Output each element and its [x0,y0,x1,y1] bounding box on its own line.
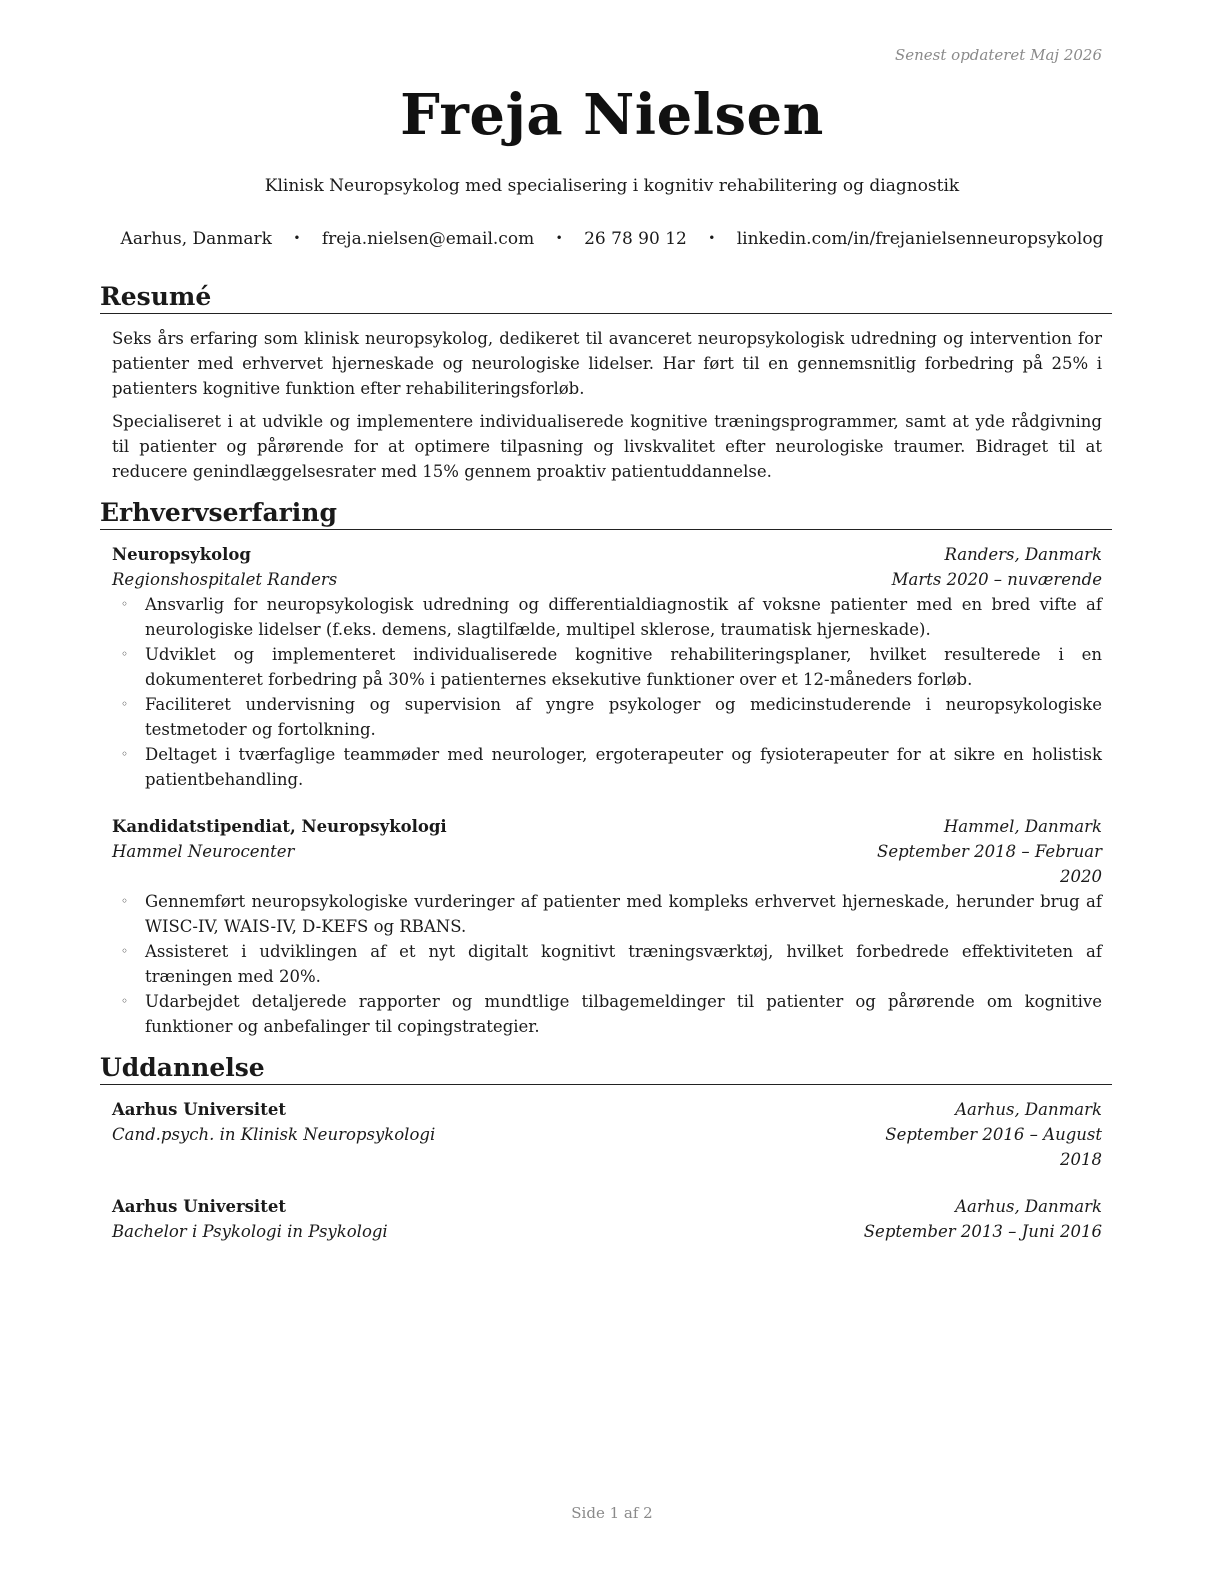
last-updated-note: Senest opdateret Maj 2026 [894,46,1102,64]
section-heading-summary: Resumé [100,282,1112,314]
job-location: Hammel, Danmark [943,817,1102,836]
education-dates: September 2013 – Juni 2016 [863,1222,1102,1241]
list-item [121,939,1102,989]
bullet-text: Udarbejdet detaljerede rapporter og mundtlige tilbagemeldinger til patienter og pårørende om kognitive funktioner og anbefalinger til copingstrategier. [145,992,1102,1036]
school-location: Aarhus, Danmark [955,1100,1102,1119]
bullet-text: Udviklet og implementeret individualiserede kognitive rehabiliteringsplaner, hvilket resulterede i en dokumenteret forbedring på 30% i patienternes eksekutive funktioner over et 12-måneders forløb. [145,645,1102,689]
professional-subtitle: Klinisk Neuropsykolog med specialisering i kognitiv rehabilitering og diagnostik [264,176,960,196]
circle-bullet-icon: ◦ [121,944,129,958]
job-dates: Marts 2020 – nuværende [891,570,1102,589]
job-location: Randers, Danmark [944,545,1102,564]
school-name: Aarhus Universitet [112,1197,286,1216]
entry-title-row [112,814,1102,839]
entry-title-row [112,542,1102,567]
section-heading-experience: Erhvervserfaring [100,498,1112,530]
summary-paragraph: Seks års erfaring som klinisk neuropsykolog, dedikeret til avanceret neuropsykologisk udredning og intervention for patienter med erhvervet hjerneskade og neurologiske lidelser. Har ført til en gennemsnitlig forbedring på 25% i patienters kognitive funktion efter rehabiliteringsforløb. [112,329,1102,398]
bullet-separator-icon: • [708,231,716,245]
entry-sub-row [112,839,1102,889]
education-dates: September 2016 – August 2018 [885,1125,1102,1169]
candidate-name: Freja Nielsen [400,82,824,148]
circle-bullet-icon: ◦ [121,747,129,761]
circle-bullet-icon: ◦ [121,597,129,611]
job-bullets [112,889,1102,1039]
bullet-text: Ansvarlig for neuropsykologisk udredning og differentialdiagnostik af voksne patienter med en bred vifte af neurologiske lidelser (f.eks. demens, slagtilfælde, multipel sklerose, traumatisk hjerneskade). [145,595,1102,639]
education-entry [112,1097,1102,1172]
entry-title-row [112,1097,1102,1122]
circle-bullet-icon: ◦ [121,994,129,1008]
bullet-text: Deltaget i tværfaglige teammøder med neurologer, ergoterapeuter og fysioterapeuter for at sikre en holistisk patientbehandling. [145,745,1102,789]
section-heading-education: Uddannelse [100,1053,1112,1085]
education-entry [112,1194,1102,1244]
entry-title-row [112,1194,1102,1219]
contact-line [0,229,1224,249]
circle-bullet-icon: ◦ [121,647,129,661]
degree: Bachelor i Psykologi in Psykologi [112,1222,388,1241]
contact-email[interactable]: freja.nielsen@email.com [321,229,535,249]
job-dates: September 2018 – Februar 2020 [877,842,1102,886]
bullet-text: Assisteret i udviklingen af et nyt digitalt kognitivt træningsværktøj, hvilket forbedrede effektiviteten af træningen med 20%. [145,942,1102,986]
circle-bullet-icon: ◦ [121,697,129,711]
circle-bullet-icon: ◦ [121,894,129,908]
list-item [121,592,1102,642]
employer: Hammel Neurocenter [112,842,295,861]
job-title: Kandidatstipendiat, Neuropsykologi [112,817,447,836]
entry-sub-row [112,1219,1102,1244]
list-item [121,989,1102,1039]
contact-phone: 26 78 90 12 [584,229,687,249]
list-item [121,692,1102,742]
contact-linkedin[interactable]: linkedin.com/in/frejanielsenneuropsykolog [736,229,1104,249]
bullet-text: Gennemført neuropsykologiske vurderinger af patienter med kompleks erhvervet hjerneskade, herunder brug af WISC-IV, WAIS-IV, D-KEFS og RBANS. [145,892,1102,936]
page-number: Side 1 af 2 [571,1504,653,1522]
job-title: Neuropsykolog [112,545,251,564]
entry-sub-row [112,567,1102,592]
summary-paragraph: Specialiseret i at udvikle og implementere individualiserede kognitive træningsprogrammer, samt at yde rådgivning til patienter og pårørende for at optimere tilpasning og livskvalitet efter neurologiske traumer. Bidraget til at reducere genindlæggelsesrater med 15% gennem proaktiv patientuddannelse. [112,412,1102,481]
degree: Cand.psych. in Klinisk Neuropsykologi [112,1125,436,1144]
experience-entry [112,542,1102,792]
summary-section [100,282,1112,484]
experience-section [100,498,1112,1039]
experience-entry [112,814,1102,1039]
bullet-separator-icon: • [555,231,563,245]
entry-sub-row [112,1122,1102,1172]
school-name: Aarhus Universitet [112,1100,286,1119]
list-item [121,642,1102,692]
list-item [121,889,1102,939]
list-item [121,742,1102,792]
school-location: Aarhus, Danmark [955,1197,1102,1216]
employer: Regionshospitalet Randers [112,570,338,589]
contact-location: Aarhus, Danmark [120,229,272,249]
resume-content [100,282,1112,1266]
job-bullets [112,592,1102,792]
education-section [100,1053,1112,1244]
bullet-text: Faciliteret undervisning og supervision af yngre psykologer og medicinstuderende i neuropsykologiske testmetoder og fortolkning. [145,695,1102,739]
bullet-separator-icon: • [293,231,301,245]
